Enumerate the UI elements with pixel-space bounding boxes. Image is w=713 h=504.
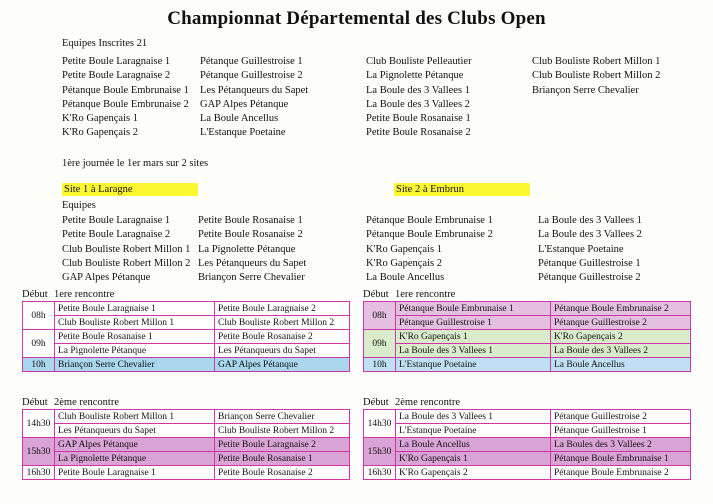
team-away-cell: Petite Boule Rosanaise 1 [215,452,350,466]
table-row [23,316,350,330]
team-home-cell: Petite Boule Laragnaise 1 [55,302,215,316]
site-1-teams-col-2 [198,214,378,285]
round-label: 1ere rencontre [395,289,456,300]
registered-teams-column-3 [366,55,532,141]
team-away-cell: K'Ro Gapençais 2 [551,330,691,344]
list-item: GAP Alpes Pétanque [62,272,151,284]
table-row [23,452,350,466]
team-home-cell: GAP Alpes Pétanque [55,438,215,452]
table-row [23,438,350,452]
team-away-cell: Pétanque Guillestroise 2 [551,316,691,330]
team-away-cell: Pétanque Boule Embrunaise 1 [551,452,691,466]
list-item: K'Ro Gapençais 1 [62,113,138,125]
team-home-cell: Club Bouliste Robert Millon 1 [55,316,215,330]
match-time-cell: 16h30 [364,466,396,480]
team-home-cell: Briançon Serre Chevalier [55,358,215,372]
site-2-teams-col-1 [366,214,538,285]
table-body [364,302,691,372]
site-1-round-1-header [22,289,350,300]
list-item: L'Estanque Poetaine [200,127,286,139]
team-away-cell: Club Bouliste Robert Millon 2 [215,424,350,438]
list-item: Club Bouliste Robert Millon 1 [62,243,191,255]
debut-label: Début [22,289,48,300]
team-home-cell: Les Pétanqueurs du Sapet [55,424,215,438]
list-item: Pétanque Guillestroise 2 [538,272,641,284]
match-time-cell: 16h30 [23,466,55,480]
team-away-cell: GAP Alpes Pétanque [215,358,350,372]
site-1-round-1-table [22,301,350,372]
match-time-cell: 14h30 [23,410,55,438]
team-away-cell: Petite Boule Rosanaise 2 [215,330,350,344]
site-1-teams [62,214,392,285]
team-away-cell: Pétanque Boule Embrunaise 2 [551,466,691,480]
list-item: Petite Boule Laragnaise 1 [62,215,171,226]
table-row [23,330,350,344]
table-row [23,424,350,438]
list-item: Pétanque Boule Embrunaise 1 [366,215,493,226]
list-item: Petite Boule Rosanaise 1 [366,113,471,125]
list-item: La Boule Ancellus [366,272,445,284]
table-body [23,302,350,372]
table-row [364,302,691,316]
site-1-header: Site 1 à Laragne [62,183,198,196]
match-time-cell: 09h [364,330,396,358]
registered-teams-column-4 [532,55,702,141]
list-item: K'Ro Gapençais 2 [62,127,138,139]
table-row [23,344,350,358]
table-row [364,344,691,358]
site-2-teams-col-2 [538,214,698,285]
site-1-round-1 [22,289,350,372]
team-away-cell: Pétanque Boule Embrunaise 2 [551,302,691,316]
match-time-cell: 15h30 [23,438,55,466]
round-label: 2ème rencontre [395,397,461,408]
team-away-cell: Petite Boule Rosanaise 2 [215,466,350,480]
site-1-round-2-table [22,409,350,480]
match-time-cell: 15h30 [364,438,396,466]
site-2-round-1-header [363,289,691,300]
site-1-round-2-header [22,397,350,408]
site-1-round-2 [22,397,350,480]
list-item: Pétanque Guillestroise 1 [200,56,303,67]
debut-label: Début [363,397,389,408]
list-item: Les Pétanqueurs du Sapet [200,84,309,96]
list-item: Petite Boule Rosanaise 2 [198,229,303,241]
list-item: Petite Boule Laragnaise 2 [62,229,171,241]
team-home-cell: La Boule Ancellus [396,438,551,452]
list-item: Petite Boule Rosanaise 1 [198,215,303,226]
site-2-round-2-header [363,397,691,408]
list-item: Briançon Serre Chevalier [532,84,639,96]
registered-teams-block [62,55,702,141]
list-item: Club Bouliste Pelleautier [366,56,472,67]
site-2-round-2 [363,397,691,480]
team-home-cell: Club Bouliste Robert Millon 1 [55,410,215,424]
team-home-cell: La Boule des 3 Vallees 1 [396,344,551,358]
match-time-cell: 10h [364,358,396,372]
team-away-cell: Les Pétanqueurs du Sapet [215,344,350,358]
list-item: La Boule des 3 Vallees 2 [366,98,470,110]
site-teams-label: Equipes [62,200,96,211]
team-home-cell: K'Ro Gapençais 1 [396,452,551,466]
list-item: La Pignolette Pétanque [366,70,464,82]
team-home-cell: L'Estanque Poetaine [396,358,551,372]
table-row [364,452,691,466]
table-row [364,410,691,424]
table-row [23,466,350,480]
list-item: L'Estanque Poetaine [538,243,624,255]
site-2-header: Site 2 à Embrun [394,183,530,196]
table-row [364,330,691,344]
team-away-cell: Petite Boule Laragnaise 2 [215,302,350,316]
team-away-cell: Pétanque Guillestroise 1 [551,424,691,438]
table-row [364,358,691,372]
list-item: Petite Boule Laragnaise 1 [62,56,171,67]
list-item: Pétanque Guillestroise 1 [538,257,641,269]
list-item: K'Ro Gapençais 1 [366,243,442,255]
list-item: La Boule des 3 Vallees 2 [538,229,642,241]
team-home-cell: K'Ro Gapençais 2 [396,466,551,480]
list-item: La Pignolette Pétanque [198,243,296,255]
match-time-cell: 10h [23,358,55,372]
team-away-cell: Briançon Serre Chevalier [215,410,350,424]
team-away-cell: La Boule des 3 Vallees 2 [551,344,691,358]
table-row [364,438,691,452]
list-item: Briançon Serre Chevalier [198,272,305,284]
team-home-cell: Pétanque Boule Embrunaise 1 [396,302,551,316]
match-time-cell: 09h [23,330,55,358]
site-2-round-2-table [363,409,691,480]
list-item: Club Bouliste Robert Millon 1 [532,56,661,67]
list-item: GAP Alpes Pétanque [200,98,289,110]
site-2-round-1-table [363,301,691,372]
table-row [23,302,350,316]
list-item: Pétanque Boule Embrunaise 2 [366,229,493,241]
list-item: Pétanque Guillestroise 2 [200,70,303,82]
team-home-cell: La Pignolette Pétanque [55,452,215,466]
list-item: Petite Boule Rosanaise 2 [366,127,471,139]
round-label: 1ere rencontre [54,289,115,300]
match-time-cell: 08h [364,302,396,330]
list-item: La Boule Ancellus [200,113,279,125]
debut-label: Début [363,289,389,300]
team-home-cell: La Pignolette Pétanque [55,344,215,358]
table-row [364,316,691,330]
debut-label: Début [22,397,48,408]
page-title: Championnat Départemental des Clubs Open [167,8,546,29]
registered-teams-column-2 [200,55,366,141]
team-home-cell: K'Ro Gapençais 1 [396,330,551,344]
table-row [364,424,691,438]
list-item: K'Ro Gapençais 2 [366,257,442,269]
team-away-cell: Petite Boule Laragnaise 2 [215,438,350,452]
team-home-cell: La Boule des 3 Vallees 1 [396,410,551,424]
site-1-teams-col-1 [62,214,198,285]
list-item: Club Bouliste Robert Millon 2 [62,257,191,269]
table-row [23,358,350,372]
team-away-cell: Pétanque Guillestroise 2 [551,410,691,424]
match-time-cell: 14h30 [364,410,396,438]
list-item: La Boule des 3 Vallees 1 [366,84,470,96]
list-item: Pétanque Boule Embrunaise 2 [62,98,189,110]
site-2-round-1 [363,289,691,372]
list-item: La Boule des 3 Vallees 1 [538,215,642,226]
team-home-cell: Petite Boule Rosanaise 1 [55,330,215,344]
registered-teams-column-1 [62,55,200,141]
team-away-cell: Club Bouliste Robert Millon 2 [215,316,350,330]
table-body [23,410,350,480]
list-item: Club Bouliste Robert Millon 2 [532,70,661,82]
list-item: Petite Boule Laragnaise 2 [62,70,171,82]
round-label: 2ème rencontre [54,397,120,408]
team-home-cell: L'Estanque Poetaine [396,424,551,438]
team-away-cell: La Boules des 3 Vallees 2 [551,438,691,452]
site-2-teams [366,214,706,285]
registered-teams-label: Equipes Inscrites 21 [62,38,148,49]
matchday-note: 1ère journée le 1er mars sur 2 sites [62,158,209,169]
team-away-cell: La Boule Ancellus [551,358,691,372]
team-home-cell: Pétanque Guillestroise 1 [396,316,551,330]
list-item: Les Pétanqueurs du Sapet [198,257,307,269]
match-time-cell: 08h [23,302,55,330]
table-row [364,466,691,480]
list-item: Pétanque Boule Embrunaise 1 [62,84,189,96]
table-body [364,410,691,480]
team-home-cell: Petite Boule Laragnaise 1 [55,466,215,480]
table-row [23,410,350,424]
